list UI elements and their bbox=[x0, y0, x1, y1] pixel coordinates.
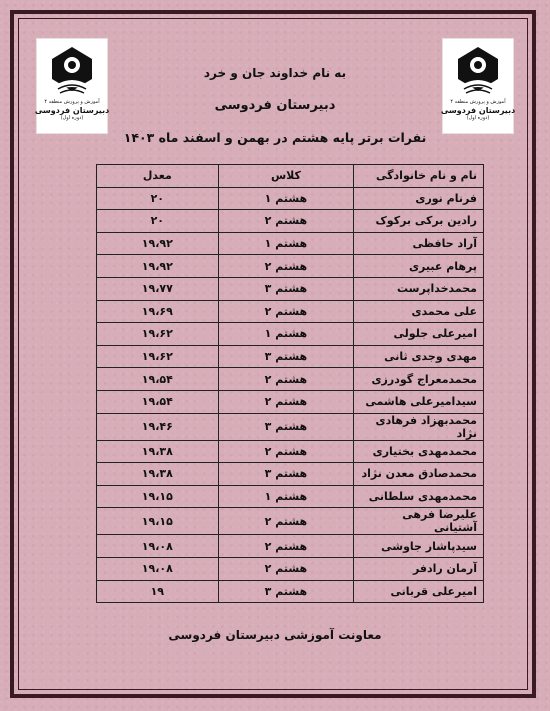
column-header-name: نام و نام خانوادگی bbox=[354, 165, 484, 188]
average-cell: ۱۹،۷۷ bbox=[97, 277, 219, 300]
student-name-cell: امیرعلی قربانی bbox=[354, 580, 484, 603]
logo-text-school: دبیرستان فردوسی bbox=[34, 106, 110, 115]
table-row bbox=[97, 323, 484, 346]
column-header-class: کلاس bbox=[218, 165, 354, 188]
student-name-cell: رادین برکی برکوک bbox=[354, 210, 484, 233]
top-students-table bbox=[96, 164, 484, 603]
student-name-cell: آرمان رادفر bbox=[354, 557, 484, 580]
class-cell: هشتم ۳ bbox=[218, 277, 354, 300]
table-body bbox=[97, 187, 484, 603]
footer-signature: معاونت آموزشی دبیرستان فردوسی bbox=[168, 628, 382, 642]
school-name-heading: دبیرستان فردوسی bbox=[214, 98, 336, 113]
school-logo-right bbox=[442, 38, 514, 134]
student-name-cell: سیدامیرعلی هاشمی bbox=[354, 390, 484, 413]
student-name-cell: آراد حافظی bbox=[354, 232, 484, 255]
student-name-cell: امیرعلی جلولی bbox=[354, 323, 484, 346]
class-cell: هشتم ۲ bbox=[218, 210, 354, 233]
class-cell: هشتم ۳ bbox=[218, 580, 354, 603]
student-name-cell: محمدخداپرست bbox=[354, 277, 484, 300]
table-row bbox=[97, 580, 484, 603]
table-row bbox=[97, 300, 484, 323]
logo-text-school: دبیرستان فردوسی bbox=[440, 106, 516, 115]
class-cell: هشتم ۲ bbox=[218, 390, 354, 413]
table-row bbox=[97, 368, 484, 391]
class-cell: هشتم ۲ bbox=[218, 535, 354, 558]
table-header-row bbox=[97, 165, 484, 188]
student-name-cell: علی محمدی bbox=[354, 300, 484, 323]
class-cell: هشتم ۱ bbox=[218, 485, 354, 508]
student-name-cell: محمدبهزاد فرهادی نژاد bbox=[354, 413, 484, 440]
class-cell: هشتم ۳ bbox=[218, 413, 354, 440]
logo-text-level: (دوره اول) bbox=[60, 115, 84, 121]
class-cell: هشتم ۲ bbox=[218, 300, 354, 323]
class-cell: هشتم ۱ bbox=[218, 232, 354, 255]
table-row bbox=[97, 390, 484, 413]
student-name-cell: مهدی وجدی ثانی bbox=[354, 345, 484, 368]
table-row bbox=[97, 557, 484, 580]
column-header-average: معدل bbox=[97, 165, 219, 188]
class-cell: هشتم ۱ bbox=[218, 187, 354, 210]
table-row bbox=[97, 210, 484, 233]
class-cell: هشتم ۳ bbox=[218, 345, 354, 368]
school-emblem-icon bbox=[454, 45, 502, 97]
average-cell: ۲۰ bbox=[97, 210, 219, 233]
table-row bbox=[97, 232, 484, 255]
table-row bbox=[97, 485, 484, 508]
student-name-cell: محمدمعراج گودرزی bbox=[354, 368, 484, 391]
average-cell: ۲۰ bbox=[97, 187, 219, 210]
class-cell: هشتم ۲ bbox=[218, 255, 354, 278]
average-cell: ۱۹،۱۵ bbox=[97, 485, 219, 508]
average-cell: ۱۹،۵۴ bbox=[97, 390, 219, 413]
table-row bbox=[97, 187, 484, 210]
average-cell: ۱۹،۶۹ bbox=[97, 300, 219, 323]
logo-text-region: آموزش و پرورش منطقه ۴ bbox=[450, 99, 506, 105]
average-cell: ۱۹،۹۲ bbox=[97, 232, 219, 255]
student-name-cell: فرنام نوری bbox=[354, 187, 484, 210]
average-cell: ۱۹،۱۵ bbox=[97, 508, 219, 535]
school-logo-left bbox=[36, 38, 108, 134]
table-row bbox=[97, 255, 484, 278]
student-name-cell: سیدپاشار جاوشی bbox=[354, 535, 484, 558]
average-cell: ۱۹،۳۸ bbox=[97, 440, 219, 463]
average-cell: ۱۹،۶۲ bbox=[97, 323, 219, 346]
average-cell: ۱۹،۶۲ bbox=[97, 345, 219, 368]
average-cell: ۱۹،۰۸ bbox=[97, 535, 219, 558]
class-cell: هشتم ۲ bbox=[218, 557, 354, 580]
student-name-cell: علیرضا فرهی آشتیانی bbox=[354, 508, 484, 535]
class-cell: هشتم ۲ bbox=[218, 368, 354, 391]
table-row bbox=[97, 440, 484, 463]
table-row bbox=[97, 535, 484, 558]
average-cell: ۱۹،۳۸ bbox=[97, 463, 219, 486]
table-row bbox=[97, 508, 484, 535]
student-name-cell: محمدصادق معدن نژاد bbox=[354, 463, 484, 486]
table-row bbox=[97, 413, 484, 440]
invocation-heading: به نام خداوند جان و خرد bbox=[203, 66, 347, 80]
logo-text-region: آموزش و پرورش منطقه ۴ bbox=[44, 99, 100, 105]
average-cell: ۱۹،۹۲ bbox=[97, 255, 219, 278]
average-cell: ۱۹،۰۸ bbox=[97, 557, 219, 580]
school-emblem-icon bbox=[48, 45, 96, 97]
student-name-cell: پرهام عبیری bbox=[354, 255, 484, 278]
class-cell: هشتم ۱ bbox=[218, 323, 354, 346]
class-cell: هشتم ۲ bbox=[218, 440, 354, 463]
average-cell: ۱۹ bbox=[97, 580, 219, 603]
page-title: نفرات برتر پایه هشتم در بهمن و اسفند ماه ۱۴۰۳ bbox=[123, 130, 427, 145]
average-cell: ۱۹،۴۶ bbox=[97, 413, 219, 440]
average-cell: ۱۹،۵۴ bbox=[97, 368, 219, 391]
student-name-cell: محمدمهدی بختیاری bbox=[354, 440, 484, 463]
table-row bbox=[97, 345, 484, 368]
class-cell: هشتم ۳ bbox=[218, 463, 354, 486]
table-row bbox=[97, 463, 484, 486]
class-cell: هشتم ۲ bbox=[218, 508, 354, 535]
student-name-cell: محمدمهدی سلطانی bbox=[354, 485, 484, 508]
table-row bbox=[97, 277, 484, 300]
logo-text-level: (دوره اول) bbox=[466, 115, 490, 121]
